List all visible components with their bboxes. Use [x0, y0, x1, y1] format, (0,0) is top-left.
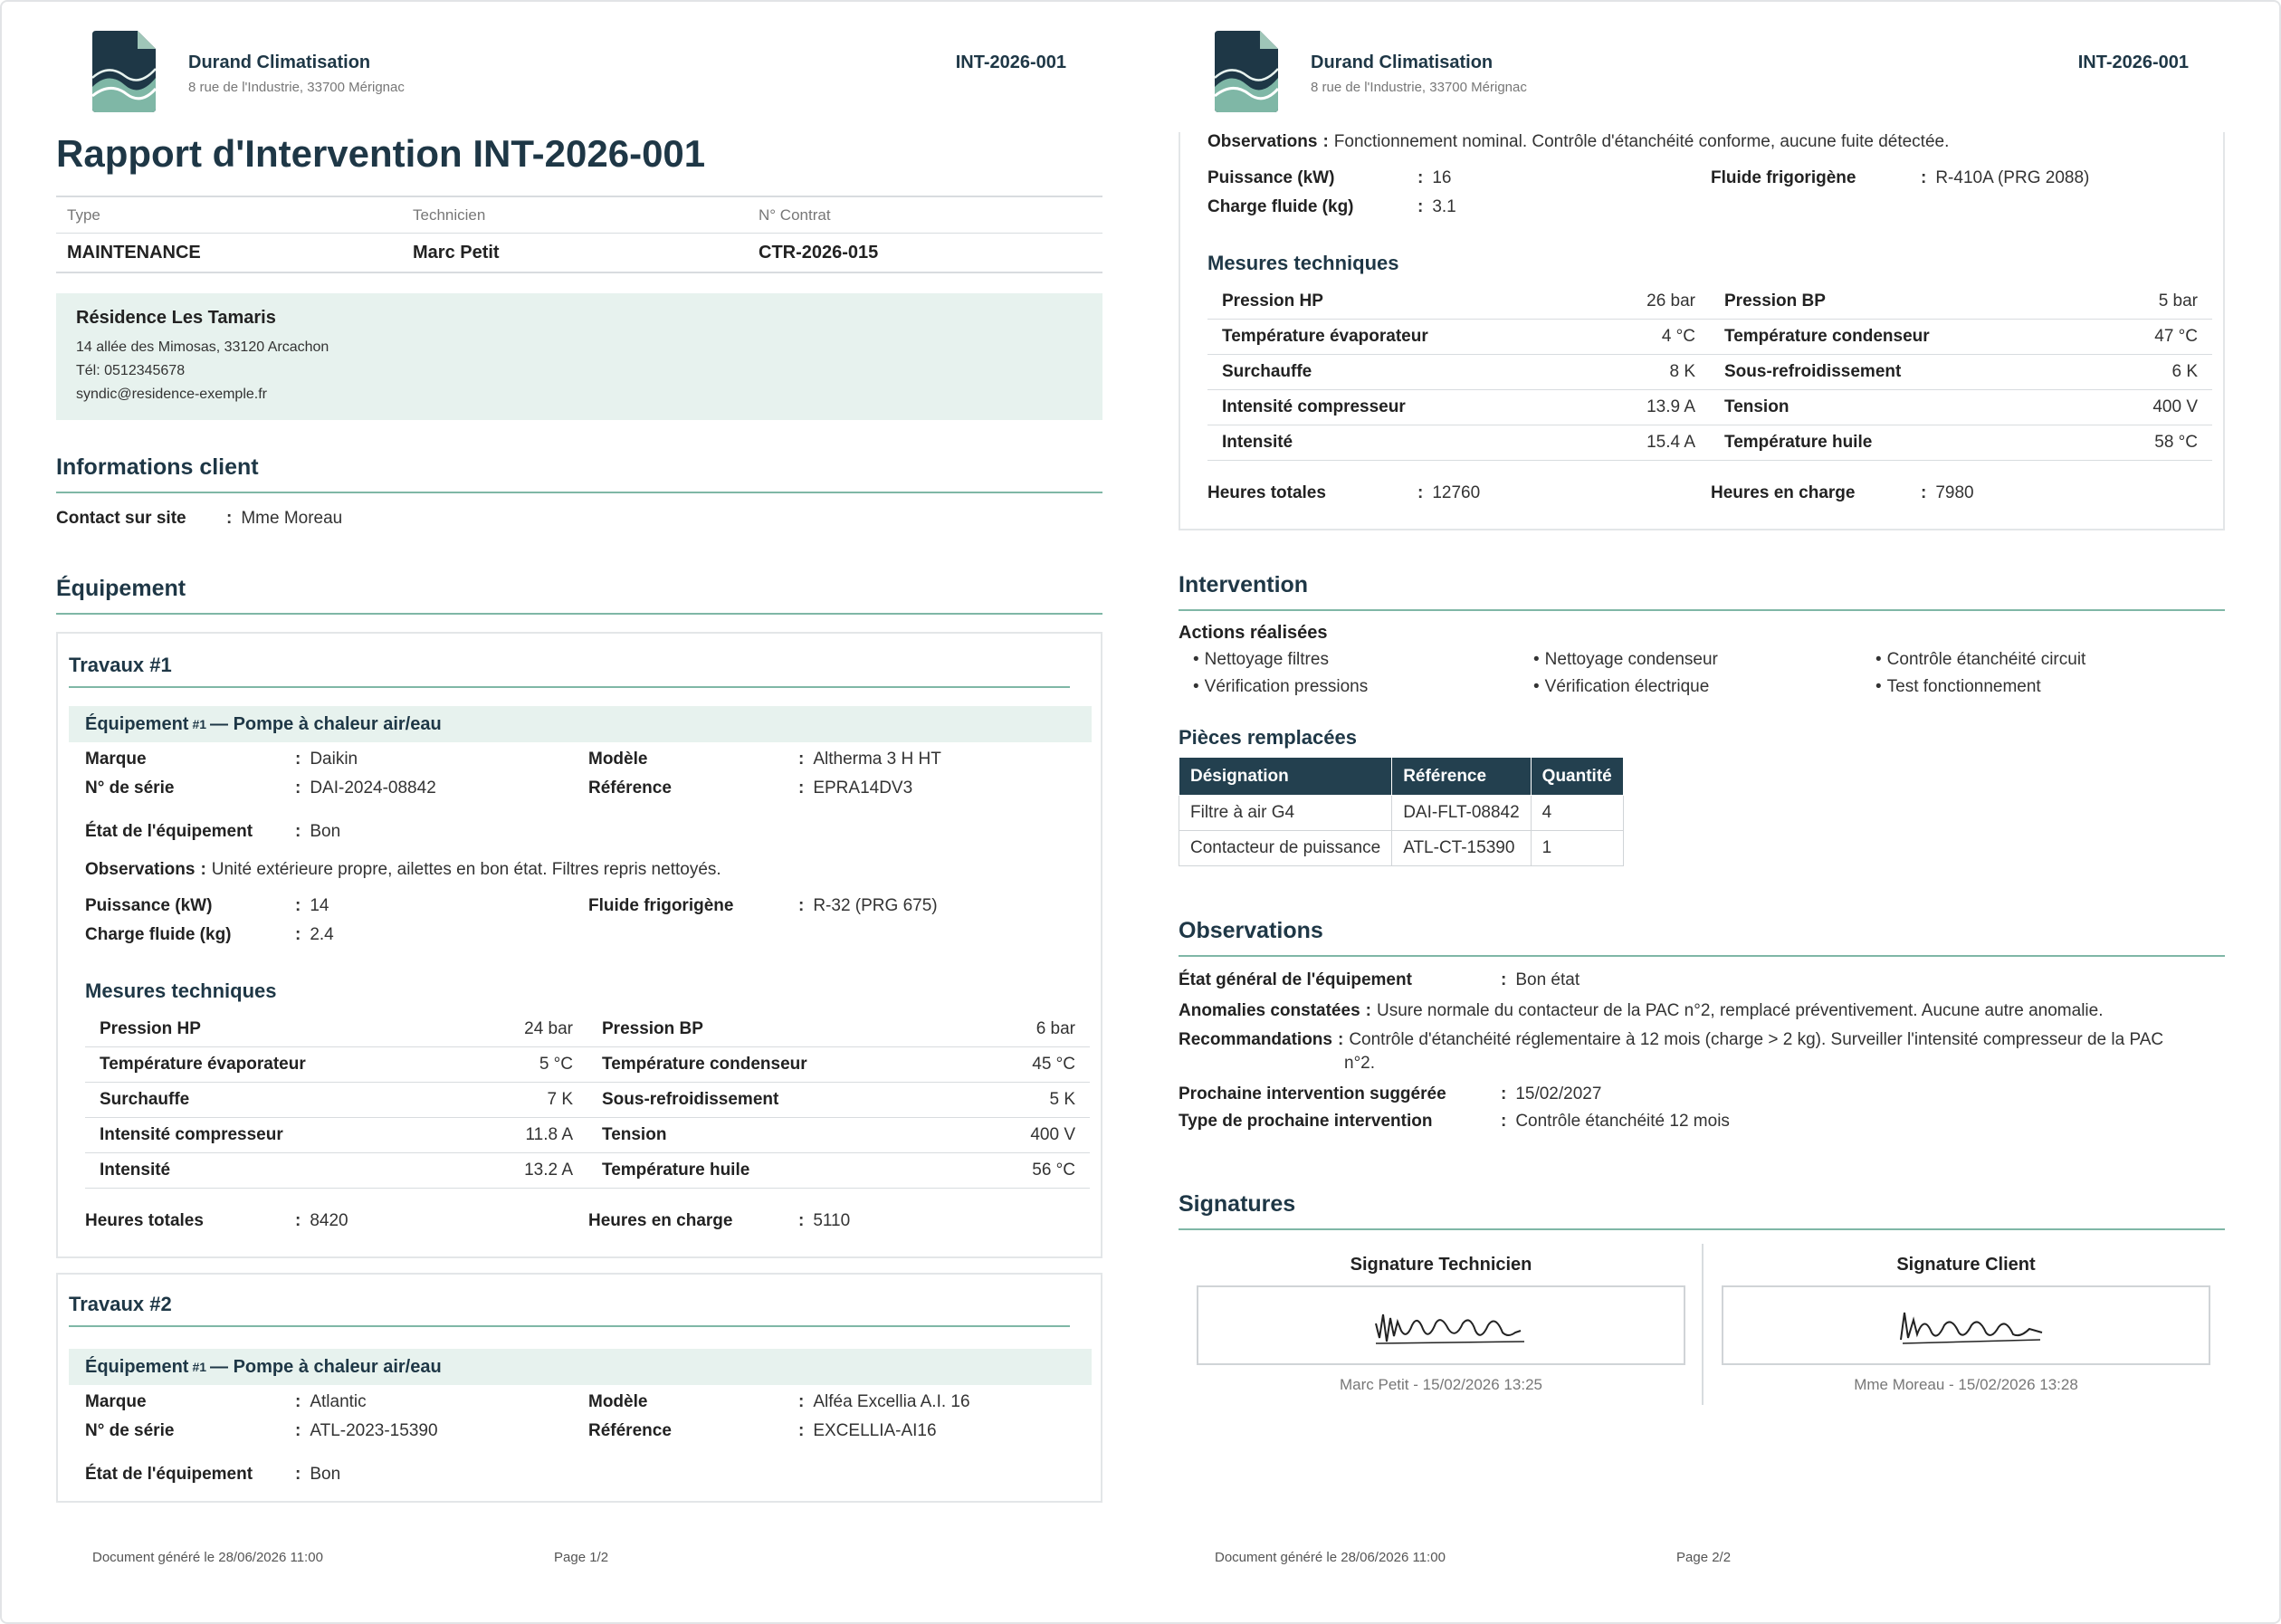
measure-row [1207, 355, 2212, 390]
recommendations-value: : Contrôle d'étanchéité réglementaire à 12 mois (charge > 2 kg). Surveiller l'intensité compresseur de la PAC [1332, 1030, 2163, 1049]
equipment-bar [69, 706, 1092, 742]
equipment-type: — Pompe à chaleur air/eau [210, 713, 442, 734]
reference-label: Référence [588, 1421, 672, 1440]
client-phone: Tél: 0512345678 [76, 363, 186, 378]
measure-label: Température condenseur [602, 1055, 807, 1074]
measure-value: 8 K [1669, 362, 1695, 381]
company-logo [1215, 31, 1278, 112]
reference-value: : EPRA14DV3 [798, 779, 912, 798]
document-id: INT-2026-001 [955, 53, 1066, 72]
part-designation: Filtre à air G4 [1179, 796, 1392, 831]
refrigerant-value: : R-32 (PRG 675) [798, 896, 938, 916]
power-value: : 16 [1417, 168, 1451, 188]
recommendations-continuation [1344, 1054, 1375, 1074]
signature-technician-box[interactable] [1197, 1285, 1685, 1365]
load-hours-value: : 5110 [798, 1211, 850, 1231]
total-hours-value: : 12760 [1417, 483, 1480, 503]
footer-generated: Document généré le 28/06/2026 11:00 [1215, 1550, 1446, 1565]
state-value: : Bon [295, 822, 340, 842]
footer-page: Page 1/2 [554, 1550, 609, 1565]
brand-label: Marque [85, 750, 147, 769]
info-value-technician: Marc Petit [413, 242, 500, 263]
model-value: : Altherma 3 H HT [798, 750, 941, 769]
page-title: Rapport d'Intervention INT-2026-001 [56, 132, 706, 175]
measure-label: Intensité compresseur [100, 1125, 283, 1144]
company-name: Durand Climatisation [188, 53, 371, 72]
load-hours-value: : 7980 [1921, 483, 1974, 503]
observations-label: Observations [85, 860, 196, 879]
travaux-title: Travaux #1 [69, 654, 1070, 688]
measures-heading: Mesures techniques [85, 979, 277, 1002]
signature-client-image [1723, 1287, 2209, 1363]
measure-value: 15.4 A [1646, 433, 1695, 452]
measure-label: Température huile [1724, 433, 1873, 452]
client-box [56, 293, 1102, 420]
travaux-title: Travaux #2 [69, 1293, 1070, 1327]
action-item: • Vérification pressions [1193, 677, 1368, 697]
client-name: Résidence Les Tamaris [76, 308, 276, 328]
signature-technician-title: Signature Technicien [1350, 1255, 1532, 1275]
measure-label: Surchauffe [1222, 362, 1312, 381]
section-signatures: Signatures [1179, 1191, 2225, 1230]
brand-label: Marque [85, 1392, 147, 1411]
measure-value: 6 bar [1036, 1019, 1075, 1038]
load-hours-label: Heures en charge [588, 1211, 733, 1230]
measure-row [85, 1153, 1090, 1189]
info-label-contract: N° Contrat [759, 205, 831, 224]
equipment-word: Équipement [85, 1356, 189, 1377]
measure-label: Température évaporateur [100, 1055, 306, 1074]
company-address: 8 rue de l'Industrie, 33700 Mérignac [188, 80, 405, 95]
charge-value: : 3.1 [1417, 197, 1456, 217]
travaux-card-2 [56, 1273, 1102, 1503]
next-intervention-label: Prochaine intervention suggérée [1179, 1084, 1446, 1103]
measure-label: Tension [1724, 397, 1789, 416]
document-id: INT-2026-001 [2077, 53, 2189, 72]
anomalies-value: : Usure normale du contacteur de la PAC n°2, remplacé préventivement. Aucune autre anomalie. [1360, 1001, 2104, 1020]
page-header [1215, 31, 2189, 112]
measure-value: 400 V [2152, 397, 2198, 416]
action-item: • Contrôle étanchéité circuit [1875, 650, 2085, 670]
action-item: • Nettoyage filtres [1193, 650, 1329, 670]
section-client-info: Informations client [56, 454, 1102, 493]
part-quantity: 4 [1531, 796, 1623, 831]
signature-client-title: Signature Client [1896, 1255, 2036, 1275]
measure-label: Sous-refroidissement [1724, 362, 1902, 381]
client-email: syndic@residence-exemple.fr [76, 387, 267, 402]
measure-value: 5 bar [2158, 291, 2198, 310]
recommendations-row [1179, 1030, 2163, 1050]
state-label: État de l'équipement [85, 1465, 253, 1484]
measure-row [1207, 390, 2212, 425]
measure-row [1207, 284, 2212, 320]
info-table [56, 196, 1102, 273]
measures-heading: Mesures techniques [1207, 252, 1399, 274]
measure-row [85, 1083, 1090, 1118]
measures-table [85, 1012, 1090, 1189]
equipment-number: #1 [192, 717, 207, 731]
model-value: : Alféa Excellia A.I. 16 [798, 1392, 970, 1412]
measure-label: Sous-refroidissement [602, 1090, 779, 1109]
total-hours-value: : 8420 [295, 1211, 348, 1231]
measure-label: Surchauffe [100, 1090, 190, 1109]
measure-label: Tension [602, 1125, 667, 1144]
serial-label: N° de série [85, 779, 175, 798]
serial-value: : ATL-2023-15390 [295, 1421, 438, 1441]
equipment-bar [69, 1349, 1092, 1385]
recommendations-value-line2: n°2. [1344, 1054, 1376, 1073]
measure-value: 4 °C [1661, 327, 1695, 346]
observations-value: : Fonctionnement nominal. Contrôle d'étanchéité conforme, aucune fuite détectée. [1317, 132, 1949, 151]
action-item: • Test fonctionnement [1875, 677, 2041, 697]
measure-label: Pression BP [602, 1019, 703, 1038]
charge-label: Charge fluide (kg) [1207, 197, 1354, 216]
parts-header-row [1179, 758, 1624, 796]
signature-client [1704, 1238, 2229, 1405]
power-label: Puissance (kW) [85, 896, 213, 915]
action-item: • Nettoyage condenseur [1533, 650, 1718, 670]
reference-label: Référence [588, 779, 672, 798]
section-observations: Observations [1179, 918, 2225, 957]
contact-value: : Mme Moreau [226, 509, 342, 529]
parts-header: Quantité [1531, 758, 1623, 796]
total-hours-label: Heures totales [1207, 483, 1326, 502]
state-value: : Bon [295, 1465, 340, 1485]
measure-row [1207, 320, 2212, 355]
reference-value: : EXCELLIA-AI16 [798, 1421, 937, 1441]
parts-heading: Pièces remplacées [1179, 726, 1357, 749]
parts-row [1179, 796, 1624, 831]
anomalies-label: Anomalies constatées [1179, 1001, 1360, 1020]
refrigerant-value: : R-410A (PRG 2088) [1921, 168, 2089, 188]
total-hours-label: Heures totales [85, 1211, 204, 1230]
measure-value: 7 K [547, 1090, 573, 1109]
next-type-value: : Contrôle étanchéité 12 mois [1501, 1112, 1730, 1132]
brand-value: : Atlantic [295, 1392, 367, 1412]
general-state-label: État général de l'équipement [1179, 970, 1412, 989]
general-state-value: : Bon état [1501, 970, 1580, 990]
part-quantity: 1 [1531, 831, 1623, 866]
measure-label: Pression BP [1724, 291, 1826, 310]
measure-value: 45 °C [1032, 1055, 1075, 1074]
brand-value: : Daikin [295, 750, 358, 769]
measure-value: 26 bar [1646, 291, 1695, 310]
measure-label: Pression HP [100, 1019, 201, 1038]
action-item: • Vérification électrique [1533, 677, 1709, 697]
contact-label: Contact sur site [56, 509, 186, 528]
info-label-technician: Technicien [413, 205, 486, 224]
signature-client-box[interactable] [1722, 1285, 2210, 1365]
signature-technician [1179, 1238, 1704, 1405]
measure-label: Pression HP [1222, 291, 1323, 310]
measure-row [85, 1012, 1090, 1047]
measure-value: 6 K [2171, 362, 2198, 381]
client-address: 14 allée des Mimosas, 33120 Arcachon [76, 339, 329, 355]
footer-page: Page 2/2 [1676, 1550, 1732, 1565]
measure-value: 5 K [1049, 1090, 1075, 1109]
measure-label: Température huile [602, 1161, 750, 1180]
measure-value: 5 °C [539, 1055, 573, 1074]
info-value-contract: CTR-2026-015 [759, 242, 879, 263]
measure-value: 24 bar [524, 1019, 573, 1038]
signature-technician-image [1198, 1287, 1684, 1363]
parts-header: Désignation [1179, 758, 1392, 796]
refrigerant-label: Fluide frigorigène [588, 896, 734, 915]
section-intervention: Intervention [1179, 572, 2225, 611]
parts-row [1179, 831, 1624, 866]
recommendations-label: Recommandations [1179, 1030, 1332, 1049]
company-address: 8 rue de l'Industrie, 33700 Mérignac [1311, 80, 1527, 95]
state-label: État de l'équipement [85, 822, 253, 841]
measure-value: 400 V [1030, 1125, 1075, 1144]
load-hours-label: Heures en charge [1711, 483, 1856, 502]
measure-label: Température évaporateur [1222, 327, 1428, 346]
measure-label: Intensité compresseur [1222, 397, 1406, 416]
observations-label: Observations [1207, 132, 1318, 151]
section-equipment: Équipement [56, 576, 1102, 615]
model-label: Modèle [588, 1392, 648, 1411]
power-label: Puissance (kW) [1207, 168, 1335, 187]
measure-row [1207, 425, 2212, 461]
company-logo [92, 31, 156, 112]
measure-label: Intensité [100, 1161, 171, 1180]
measure-row [85, 1047, 1090, 1083]
observations-row [1207, 132, 1949, 152]
page-header [92, 31, 1066, 112]
travaux-card-1 [56, 632, 1102, 1258]
measure-row [85, 1118, 1090, 1153]
signature-client-name: Mme Moreau - 15/02/2026 13:28 [1854, 1376, 2078, 1393]
info-value-type: MAINTENANCE [67, 242, 201, 263]
observations-value: : Unité extérieure propre, ailettes en bon état. Filtres repris nettoyés. [195, 860, 721, 879]
info-label-type: Type [67, 205, 100, 224]
part-reference: DAI-FLT-08842 [1392, 796, 1531, 831]
measures-table [1207, 284, 2212, 461]
charge-value: : 2.4 [295, 925, 334, 945]
actions-heading: Actions réalisées [1179, 623, 1328, 643]
measure-value: 13.2 A [524, 1161, 573, 1180]
measure-value: 47 °C [2154, 327, 2198, 346]
measure-label: Intensité [1222, 433, 1293, 452]
model-label: Modèle [588, 750, 648, 769]
measure-label: Température condenseur [1724, 327, 1930, 346]
serial-label: N° de série [85, 1421, 175, 1440]
parts-table [1179, 757, 1624, 866]
next-type-label: Type de prochaine intervention [1179, 1112, 1433, 1131]
refrigerant-label: Fluide frigorigène [1711, 168, 1856, 187]
next-intervention-value: : 15/02/2027 [1501, 1084, 1601, 1104]
charge-label: Charge fluide (kg) [85, 925, 232, 944]
power-value: : 14 [295, 896, 329, 916]
page-1 [56, 0, 1102, 1624]
equipment-word: Équipement [85, 713, 189, 734]
measure-value: 56 °C [1032, 1161, 1075, 1180]
footer-generated: Document généré le 28/06/2026 11:00 [92, 1550, 323, 1565]
travaux-card-2-continued [1179, 132, 2225, 530]
part-reference: ATL-CT-15390 [1392, 831, 1531, 866]
part-designation: Contacteur de puissance [1179, 831, 1392, 866]
page-2 [1179, 0, 2225, 1624]
measure-value: 13.9 A [1646, 397, 1695, 416]
anomalies-row [1179, 1001, 2104, 1021]
parts-header: Référence [1392, 758, 1531, 796]
company-name: Durand Climatisation [1311, 53, 1494, 72]
serial-value: : DAI-2024-08842 [295, 779, 436, 798]
measure-value: 58 °C [2154, 433, 2198, 452]
equipment-number: #1 [192, 1360, 207, 1374]
equipment-type: — Pompe à chaleur air/eau [210, 1356, 442, 1377]
signature-technician-name: Marc Petit - 15/02/2026 13:25 [1340, 1376, 1542, 1393]
observations-row [85, 860, 721, 880]
measure-value: 11.8 A [525, 1125, 573, 1144]
